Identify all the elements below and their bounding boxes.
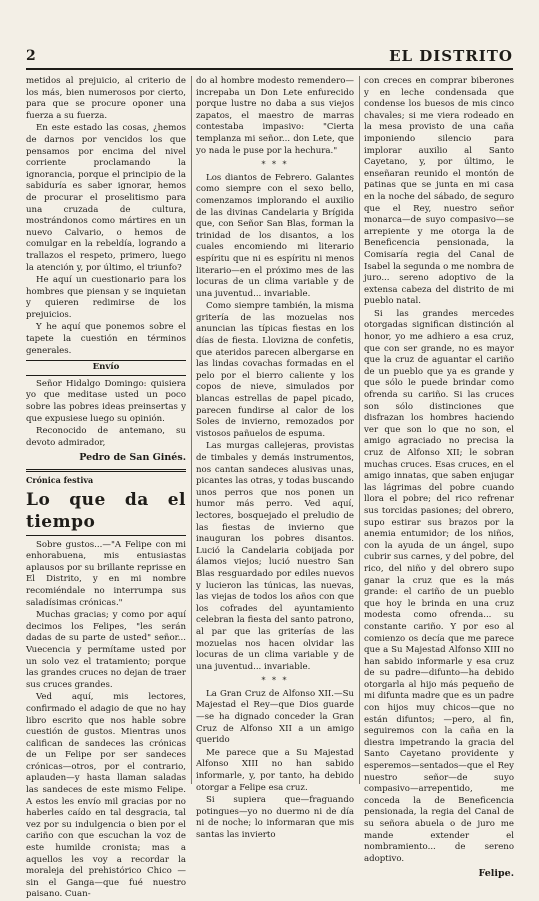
paragraph: He aquí un cuestionario para los hombres que piensan y se inquietan y quieren redimirse de los prejuicios. [26,275,186,320]
separator-stars: * * * [261,676,289,686]
article-title: Lo que da el tiempo [26,489,186,536]
paragraph: do al hombre modesto remendero—increpaba un Don Lete enfurecido porque lustre no daba a sus viejos zapatos, el maestro de marras contestaba impasivo: "Cierta templanza mi señor... don Lete, que yo nada le puse por la hechura." [196,76,354,156]
column-divider [191,76,192,784]
paragraph: Ved aquí, mis lectores, confirmado el adagio de que no hay libro escrito que nos hable sobre cuestión de gustos. Mientras unos califican de sandeces las crónicas de un Felipe por ser sandeces crónicas—otros, por el contrario, aplauden—y hasta llaman saladas las sandeces de este mismo Felipe. A estos les envío mil gracias por no haberles caído en tal desgracia, tal vez por su indulgencia o bien por el cariño con que escuchan la voz de este humilde cronista; mas a aquellos les voy a recordar la moraleja del prehistórico Chico —sin el Ganga—que fué nuestro paisano. Cuan- [26,692,186,900]
column-1 [26,76,186,900]
paragraph: La Gran Cruz de Alfonso XII.—Su Majestad el Rey—que Dios guarde—se ha dignado conceder la Gran Cruz de Alfonso XII a un amigo querido [196,688,354,746]
paragraph: Señor Hidalgo Domingo: quisiera yo que meditase usted un poco sobre las pobres ideas preinsertas y que expusiese luego su opinión. [26,378,186,424]
column-divider [359,76,360,784]
paragraph: Me parece que a Su Majestad Alfonso XIII no han sabido informarle, y, por tanto, ha debido otorgar a Felipe esa cruz. [196,747,354,793]
author-signature: Pedro de San Ginés. [79,452,186,464]
column-2 [196,76,354,840]
section-divider [26,469,186,472]
paragraph: Como siempre también, la misma gritería de las mozuelas nos anuncian las típicas fiestas en los días de fiesta. Llovizna de confetis, que ateridos parecen albergarse en las lindas covachas formadas en el pelo por el bierro caliente y los copos de nieve, simulados por blancas estrellas de papel picado, parecen fundirse al calor de los Soles de invierno, remozados por vistosos pañuelos de espuma. [196,301,354,439]
paragraph: Si supiera que—fraguando potingues—yo no duermo ni de día ni de noche; lo informaran que mis santas las invierto [196,795,354,840]
separator-stars: * * * [261,160,289,170]
author-signature: Felipe. [478,868,514,880]
page-number: 2 [26,48,36,64]
section-label: Crónica festiva [26,475,94,485]
paragraph: Si las grandes mercedes otorgadas significan distinción al honor, yo me adhiero a esa cruz, que con ser grande, no es mayor que la cruz de aguantar el cariño de un pueblo que ya es grande y que sólo le puede brindar como ofrenda su cariño. Si las cruces son sólo distinciones que disfrazan los hombres haciendo ver que son lo que no son, el amigo agraciado no precisa la cruz de Alfonso XII; le sobran muchas cruces. Esas cruces, en el amigo innatas, que saben enjugar las lágrimas del pobre cuando llora el pobre; del rico refrenar sus torcidas pasiones; del obrero, supo estirar sus brazos por la anemia entumidor; de los niños, con la ayuda de un ángel, supo cubrir sus carnes, y del pobre, del rico, del niño y del obrero supo ganar la cruz que es la más grande: el cariño de un pueblo que hoy le brinda en una cruz modesta como ofrenda... su constante cariño. Y por eso al comienzo os decía que me parece que a Su Majestad Alfonso XIII no han sabido informarle y esa cruz de su padre—difunto—ha debido otorgarla al hijo más pequeño de mi difunta madre que es un padre con hijos muy chicos—que no están difuntos; —pero, al fin, seguiremos con la caña en la diestra impetrando la gracia del Santo Cayetano providente y esperemos—sentados—que el Rey nuestro señor—de suyo compasivo—arrepentido, me conceda la de Beneficencia pensionada, la regia del Canal de su señora abuela o de juro me mande extender el nombramiento... de sereno adoptivo. [364,308,514,864]
masthead: EL DISTRITO [389,47,513,65]
paragraph: Reconocido de antemano, su devoto admirador, [26,426,186,448]
paragraph: metidos al prejuicio, al criterio de los más, bien numerosos por cierto, para que se procure oponer una fuerza a su fuerza. [26,76,186,121]
paragraph: Y he aquí que ponemos sobre el tapete la cuestión en términos generales. [26,322,186,356]
paragraph: Los diantos de Febrero. Galantes como siempre con el sexo bello, comenzamos implorando el auxilio de las divinas Candelaria y Brígida que, con Señor San Blas, forman la trinidad de los disantos, a los cuales encomiendo mi literario espíritu que ni es espíritu ni menos literario—en el próximo mes de las locuras de un clima variable y de una juventud... invariable. [196,172,354,299]
paragraph: En este estado las cosas, ¿hemos de darnos por vencidos los que pensamos por encima del nivel corriente proclamando la ignorancia, porque el principio de la sabiduría es saber ignorar, hemos de procurar el proselitismo para una cruzada de cultura, mostrándonos como mártires en un nuevo Calvario, o hemos de comulgar en la rebeldía, logrando a trallazos el respeto, primero, luego la atención y, por último, el triunfo? [26,123,186,273]
paragraph: Sobre gustos...—"A Felipe con mi enhorabuena, mis entusiastas aplausos por su brillante reprisse en El Distrito, y en mi nombre recomiéndale no interrumpa sus saladísimas crónicas." [26,539,186,608]
paragraph: Muchas gracias; y como por aquí decimos los Felipes, "les serán dadas de su parte de usted" señor... Vuecencia y permítame usted por un solo vez el tratamiento; porque las grandes cruces no dejan de traer sus cruces grandes. [26,610,186,690]
page-header [26,46,513,70]
paragraph: con creces en comprar biberones y en leche condensada que condense los buesos de mis cinco chavales; si me viera rodeado en la mesa provisto de una caña imponiendo silencio para implorar auxilio al Santo Cayetano, y, por último, le enseñaran reunido el montón de patinas que se junta en mi casa en la noche del sábado, de seguro que el Rey, nuestro señor monarca—de suyo compasivo—se arrepiente y me otorga la de Beneficencia pensionada, la Comisaría regia del Canal de Isabel la segunda o me nombra de juro... sereno adoptivo de la extensa cabeza del distrito de mi pueblo natal. [364,76,514,307]
paragraph: Las murgas callejeras, provistas de timbales y demás instrumentos, nos cantan sandeces alusivas unas, picantes las otras, y todas buscando unos perros que nos ponen un humor más perro. Ved aquí, lectores, bosquejado el preludio de las fiestas de invierno que inauguran los pobres disantos. Lució la Candelaria cobijada por álamos viejos; lució nuestro San Blas resguardado por ediles nuevos y lucieron las túnicas, las nuevas, las viejas de todos los años con que los cofrades del ayuntamiento celebran la fiesta del santo patrono, al par que las griterías de las mozuelas nos hacen olvidar las locuras de un clima variable y de una juventud... invariable. [196,441,354,672]
envio-heading: Envío [26,360,186,376]
column-3 [364,76,514,880]
